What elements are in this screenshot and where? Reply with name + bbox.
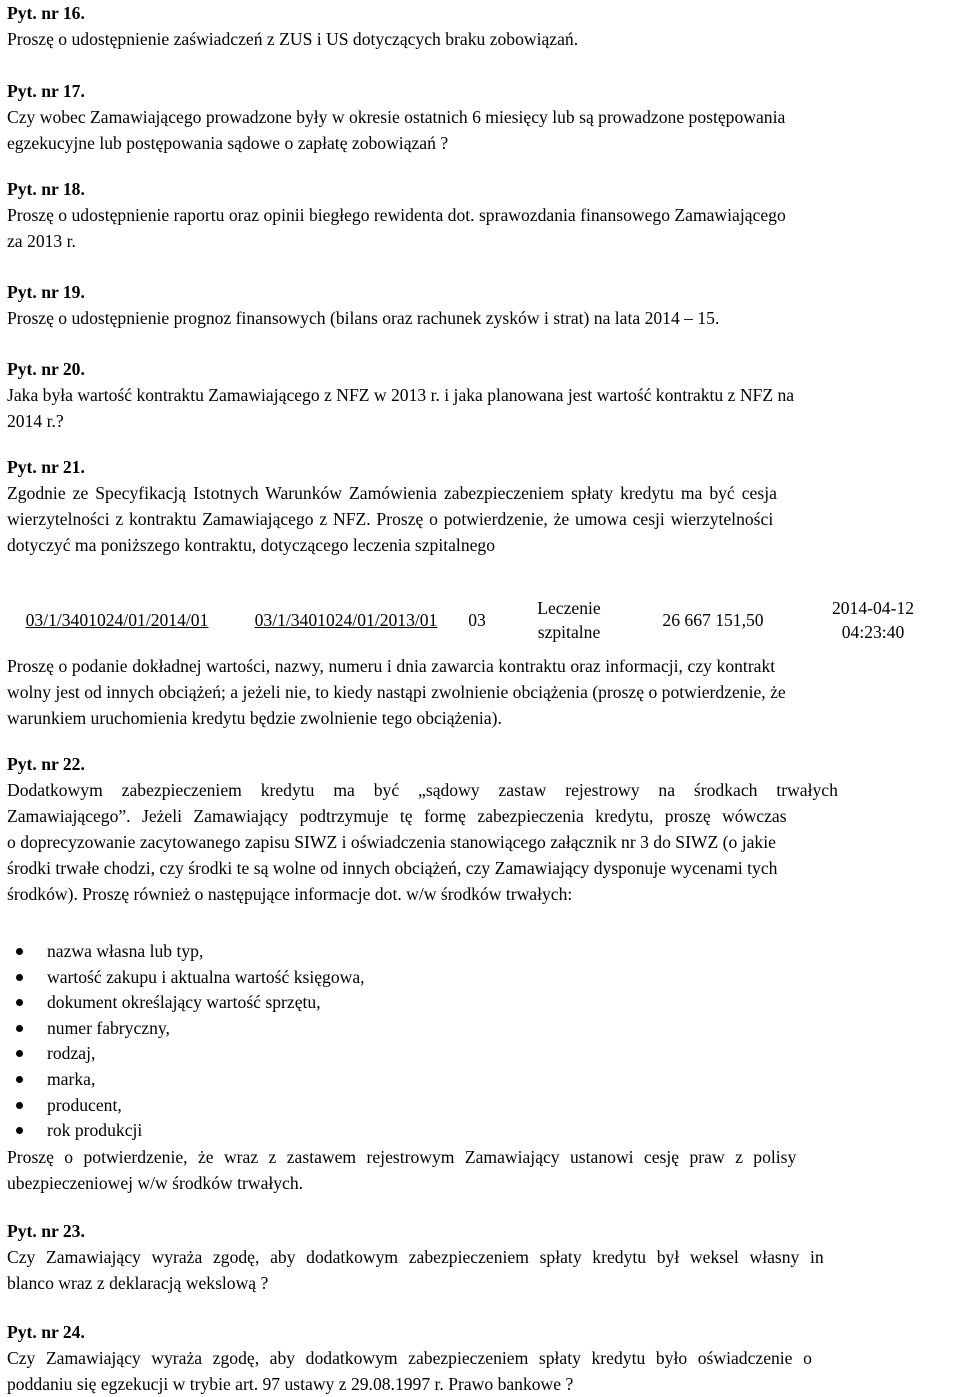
contract-time: 04:23:40 [841,622,905,642]
question-text-line: egzekucyjne lub postępowania sądowe o zapłatę zobowiązań ? [7,133,449,153]
bullet-icon [16,1025,23,1032]
timestamp-cell [790,589,956,651]
question-text-line: warunkiem uruchomienia kredytu będzie zwolnienie tego obciążenia). [7,708,502,728]
bullet-icon [16,1127,23,1134]
list-item-text: rok produkcji [47,1120,143,1141]
list-item [7,939,947,965]
service-type-cell [510,589,628,651]
question-23 [7,1218,953,1296]
question-text-line: o doprecyzowanie zacytowanego zapisu SIWZ i oświadczenia stanowiącego załącznik nr 3 do SIWZ (o jakie [7,832,776,852]
question-17 [7,78,953,156]
service-type-line: Leczenie [537,598,601,618]
question-22 [7,751,953,907]
service-type-line: szpitalne [537,622,601,642]
list-item-text: rodzaj, [47,1043,96,1064]
bullet-icon [16,1102,23,1109]
question-22-followup [7,1144,953,1196]
question-heading: Pyt. nr 21. [7,457,85,477]
question-text: Proszę o udostępnienie zaświadczeń z ZUS i US dotyczących braku zobowiązań. [7,29,579,49]
question-text-line: wolny jest od innych obciążeń; a jeżeli nie, to kiedy nastąpi zwolnienie obciążenia (proszę o potwierdzenie, że [7,682,786,702]
list-item [7,1016,947,1042]
bullet-icon [16,999,23,1006]
question-text-line: Proszę o udostępnienie raportu oraz opinii biegłego rewidenta dot. sprawozdania finansowego Zamawiającego [7,205,786,225]
contract-date: 2014-04-12 [831,598,915,618]
list-item [7,1041,947,1067]
question-text-line: Zgodnie ze Specyfikacją Istotnych Warunków Zamówienia zabezpieczeniem spłaty kredytu ma być cesja [7,483,777,503]
list-item-text: wartość zakupu i aktualna wartość księgowa, [47,966,365,987]
bullet-icon [16,974,23,981]
contract-table [0,589,960,651]
bullet-icon [16,948,23,955]
list-item [7,965,947,991]
branch-code: 03 [468,610,486,630]
question-text-line: Proszę o potwierdzenie, że wraz z zastawem rejestrowym Zamawiający ustanowi cesję praw z polisy [7,1147,797,1167]
question-21-followup [7,653,953,731]
list-item-text: marka, [47,1068,96,1089]
list-item-text: numer fabryczny, [47,1017,170,1038]
question-16 [7,0,953,52]
question-19 [7,279,953,331]
list-item-text: nazwa własna lub typ, [47,941,204,961]
question-text: Proszę o udostępnienie prognoz finansowych (bilans oraz rachunek zysków i strat) na lata 2014 – 15. [7,308,720,328]
previous-contract-number-cell [233,589,459,651]
list-item [7,990,947,1016]
question-heading: Pyt. nr 19. [7,282,85,302]
question-heading: Pyt. nr 23. [7,1221,85,1241]
list-item-text: producent, [47,1094,122,1115]
contract-number: 03/1/3401024/01/2014/01 [25,610,209,630]
list-item [7,1067,947,1093]
question-text-line: Czy Zamawiający wyraża zgodę, aby dodatkowym zabezpieczeniem spłaty kredytu było oświadczenie o [7,1348,812,1368]
question-text-line: ubezpieczeniowej w/w środków trwałych. [7,1173,304,1193]
question-text-line: Zamawiającego”. Jeżeli Zamawiający podtrzymuje tę formę zabezpieczenia kredytu, proszę wówczas [7,806,787,826]
question-text-line: blanco wraz z deklaracją wekslową ? [7,1273,269,1293]
question-text-line: Proszę o podanie dokładnej wartości, nazwy, numeru i dnia zawarcia kontraktu oraz informacji, czy kontrakt [7,656,776,676]
question-heading: Pyt. nr 18. [7,179,85,199]
question-text-line: za 2013 r. [7,231,76,251]
question-text-line: środków). Proszę również o następujące informacje dot. w/w środków trwałych: [7,884,573,904]
question-18 [7,176,953,254]
question-text-line: Jaka była wartość kontraktu Zamawiającego z NFZ w 2013 r. i jaka planowana jest wartość kontraktu z NFZ na [7,385,795,405]
question-heading: Pyt. nr 24. [7,1322,85,1342]
question-heading: Pyt. nr 20. [7,359,85,379]
question-heading: Pyt. nr 22. [7,754,85,774]
question-text-line: Czy wobec Zamawiającego prowadzone były w okresie ostatnich 6 miesięcy lub są prowadzone postępowania [7,107,786,127]
bullet-icon [16,1076,23,1083]
question-text-line: środki trwałe chodzi, czy środki te są wolne od innych obciążeń, czy Zamawiający dysponuje wycenami tych [7,858,778,878]
list-item [7,1118,947,1144]
question-21 [7,454,953,558]
question-24 [7,1319,953,1397]
question-heading: Pyt. nr 17. [7,81,85,101]
bullet-icon [16,1050,23,1057]
question-text-line: wierzytelności z kontraktu Zamawiającego z NFZ. Proszę o potwierdzenie, że umowa cesji wierzytelności [7,509,774,529]
question-text-line: poddaniu się egzekucji w trybie art. 97 ustawy z 29.08.1997 r. Prawo bankowe ? [7,1374,574,1394]
contract-amount: 26 667 151,50 [662,610,764,630]
branch-code-cell [462,589,492,651]
question-text-line: 2014 r.? [7,411,64,431]
question-text-line: dotyczyć ma poniższego kontraktu, dotyczącego leczenia szpitalnego [7,535,496,555]
amount-cell [640,589,786,651]
list-item [7,1093,947,1119]
question-heading: Pyt. nr 16. [7,3,85,23]
question-text-line: Czy Zamawiający wyraża zgodę, aby dodatkowym zabezpieczeniem spłaty kredytu był weksel własny in [7,1247,824,1267]
previous-contract-number: 03/1/3401024/01/2013/01 [254,610,438,630]
question-20 [7,356,953,434]
contract-number-cell [4,589,230,651]
fixed-asset-info-list [7,939,947,1144]
question-text-line: Dodatkowym zabezpieczeniem kredytu ma być „sądowy zastaw rejestrowy na środkach trwałych [7,780,838,800]
list-item-text: dokument określający wartość sprzętu, [47,992,321,1013]
